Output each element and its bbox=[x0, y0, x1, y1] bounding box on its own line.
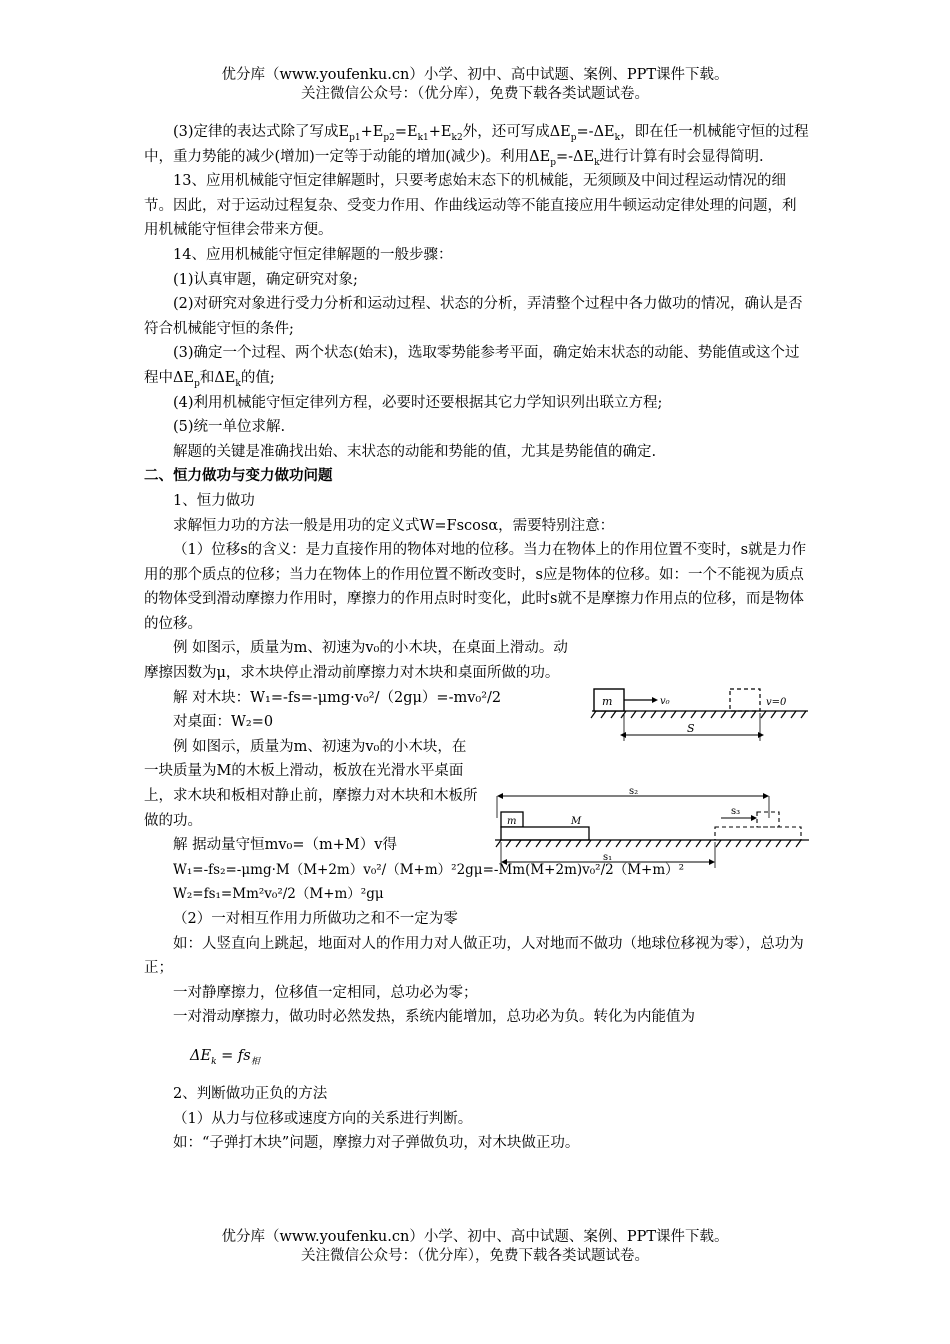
subsection-title-1: 1、恒力做功 bbox=[173, 492, 255, 509]
s2-label: s₂ bbox=[629, 788, 639, 797]
board-final bbox=[715, 827, 801, 840]
mass-label: m bbox=[602, 695, 613, 708]
table-surface bbox=[591, 711, 808, 718]
block-final bbox=[730, 689, 760, 711]
step-4: (4)利用机械能守恒定律列方程，必要时还要根据其它力学知识列出联立方程; bbox=[173, 394, 663, 411]
displacement-label: S bbox=[687, 722, 695, 735]
section-heading: 二、恒力做功与变力做功问题 bbox=[144, 468, 333, 485]
key-point: 解题的关键是准确找出始、末状态的动能和势能的值，尤其是势能值的确定. bbox=[173, 443, 657, 460]
header-line-2: 关注微信公众号：（优分库），免费下载各类试题试卷。 bbox=[301, 86, 649, 102]
internal-energy-formula: $\Delta E_k = fs_相$ bbox=[190, 1047, 260, 1067]
solution-1-table: 对桌面：W₂=0 bbox=[173, 714, 274, 731]
footer-line-1: 优分库（www.youfenku.cn）小学、初中、高中试题、案例、PPT课件下载。 bbox=[221, 1229, 729, 1245]
document-body bbox=[144, 120, 809, 1156]
small-mass-label: m bbox=[507, 816, 517, 827]
footer-line-2: 关注微信公众号：（优分库），免费下载各类试题试卷。 bbox=[301, 1248, 649, 1264]
solution-2-momentum: 解 据动量守恒mv₀=（m+M）v得 bbox=[173, 837, 397, 854]
small-block-final bbox=[757, 812, 779, 827]
paragraph-law-expression: (3)定律的表达式除了写成$E_{p1}+E_{p2}=E_{k1}+E_{k2}$外，还可写成$\Delta E_p=-\Delta E_k$，即在任一机械能守恒的过程中，重力势能的减少(增加)一定等于动能的增加(减少)。利用$\Delta E_p=-\Delta E_k$进行计算有时会显得简明. bbox=[144, 124, 809, 168]
step-1: (1)认真审题，确定研究对象; bbox=[173, 271, 358, 288]
solution-1-block: 解 对木块：W₁=-fs=-μmg·v₀²/（2gμ）=-mv₀²/2 bbox=[173, 689, 502, 706]
s3-label: s₃ bbox=[731, 806, 741, 817]
subsection-title-2: 2、判断做功正负的方法 bbox=[173, 1085, 328, 1102]
paragraph-14: 14、应用机械能守恒定律解题的一般步骤： bbox=[173, 246, 453, 263]
solution-2-w2: W₂=fs₁=Mm²v₀²/2（M+m）²gμ bbox=[173, 886, 384, 903]
page-footer bbox=[0, 1228, 950, 1266]
floor-surface bbox=[495, 840, 809, 847]
interaction-pair-heading: （2）一对相互作用力所做功之和不一定为零 bbox=[173, 911, 458, 927]
board bbox=[501, 827, 589, 840]
velocity-label: v₀ bbox=[660, 696, 670, 707]
sign-method-1: （1）从力与位移或速度方向的关系进行判断。 bbox=[173, 1110, 473, 1127]
solution-2-w1: W₁=-fs₂=-μmg·M（M+2m）v₀²/（M+m）²2gμ=-Mm(M+2m)v₀²/2（M+m）² bbox=[173, 861, 685, 878]
final-velocity-label: v=0 bbox=[766, 697, 787, 708]
header-line-1: 优分库（www.youfenku.cn）小学、初中、高中试题、案例、PPT课件下载。 bbox=[221, 67, 729, 83]
board-mass-label: M bbox=[571, 816, 582, 827]
displacement-meaning: （1）位移s的含义：是力直接作用的物体对地的位移。当力在物体上的作用位置不变时，s就是力作用的那个质点的位移；当力在物体上的作用位置不断改变时，s应是物体的位移。如：一个不能视为质点的物体受到滑动摩擦力作用时，摩擦力的作用点时时变化，此时s就不是摩擦力作用点的位移，而是物体的位移。 bbox=[144, 542, 807, 632]
page-header bbox=[0, 66, 950, 104]
bullet-block-example: 如：“子弹打木块”问题，摩擦力对子弹做负功，对木块做正功。 bbox=[173, 1135, 580, 1152]
step-3: (3)确定一个过程、两个状态(始末)，选取零势能参考平面，确定始末状态的动能、势能值或这个过程中$\Delta E_p$和$\Delta E_k$的值; bbox=[144, 345, 800, 389]
figure-block-on-table bbox=[590, 683, 810, 758]
interaction-sliding-friction: 一对滑动摩擦力，做功时必然发热，系统内能增加，总功必为负。转化为内能值为 bbox=[173, 1009, 695, 1026]
example-1: 例 如图示，质量为m、初速为v₀的小木块，在桌面上滑动。动摩擦因数为μ，求木块停止滑动前摩擦力对木块和桌面所做的功。 bbox=[144, 640, 568, 682]
example-2: 例 如图示，质量为m、初速为v₀的小木块，在一块质量为M的木板上滑动，板放在光滑水平桌面上，求木块和板相对静止前，摩擦力对木块和木板所做的功。 bbox=[144, 738, 478, 829]
step-2: (2)对研究对象进行受力分析和运动过程、状态的分析，弄清整个过程中各力做功的情况，确认是否符合机械能守恒的条件; bbox=[144, 296, 803, 337]
paragraph-13: 13、应用机械能守恒定律解题时，只要考虑始末态下的机械能，无须顾及中间过程运动情况的细节。因此，对于运动过程复杂、受变力作用、作曲线运动等不能直接应用牛顿运动定律处理的问题，利用机械能守恒律会带来方便。 bbox=[144, 173, 797, 239]
interaction-static-friction: 一对静摩擦力，位移值一定相同，总功必为零； bbox=[173, 984, 478, 1001]
s1-label: s₁ bbox=[603, 852, 613, 863]
interaction-example-jump: 如：人竖直向上跳起，地面对人的作用力对人做正功，人对地而不做功（地球位移视为零），总功为正； bbox=[144, 935, 804, 977]
constant-force-intro: 求解恒力功的方法一般是用功的定义式W=Fscosα，需要特别注意： bbox=[173, 517, 615, 534]
figure-block-on-board bbox=[493, 788, 811, 880]
step-5: (5)统一单位求解. bbox=[173, 419, 286, 436]
